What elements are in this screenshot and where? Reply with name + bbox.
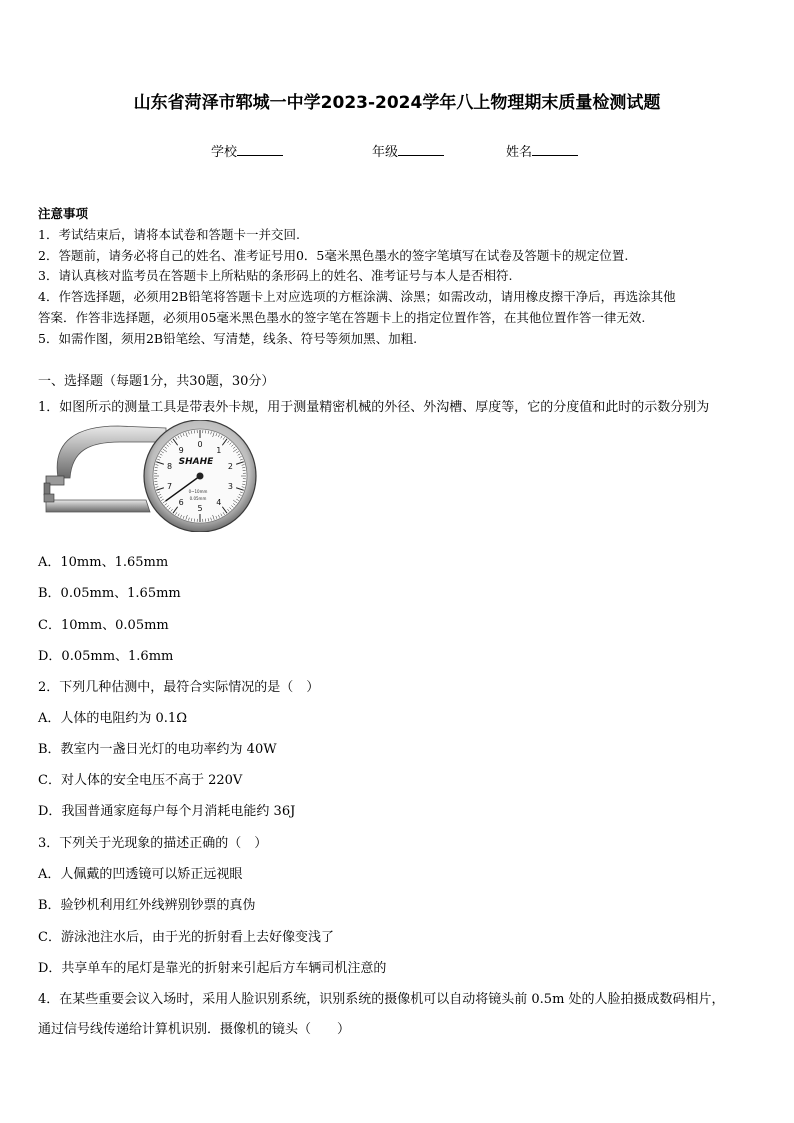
question-3-stem: 3．下列关于光现象的描述正确的（ ） [38, 836, 268, 851]
question-3-option-b: B．验钞机利用红外线辨别钞票的真伪 [38, 898, 256, 913]
notice-item: 4．作答选择题，必须用2B铅笔将答题卡上对应选项的方框涂满、涂黑；如需改动，请用橡皮擦干净后，再选涂其他 [38, 289, 676, 304]
dial-number: 4 [216, 497, 222, 507]
question-3-option-d: D．共享单车的尾灯是靠光的折射来引起后方车辆司机注意的 [38, 961, 387, 976]
question-4-stem: 4．在某些重要会议入场时，采用人脸识别系统，识别系统的摄像机可以自动将镜头前 0.5m 处的人脸拍摄成数码相片， [38, 992, 725, 1007]
dial-range: 0~10mm [188, 489, 208, 494]
grade-field[interactable] [372, 141, 444, 160]
school-blank[interactable] [237, 143, 283, 156]
lower-arm [46, 500, 150, 512]
dial-resolution: 0.05mm [189, 496, 207, 501]
question-2-option-c: C．对人体的安全电压不高于 220V [38, 773, 243, 788]
dial-number: 0 [197, 440, 203, 449]
dial-number: 6 [178, 497, 184, 507]
grade-label: 年级 [372, 145, 399, 160]
question-1-option-a: A．10mm、1.65mm [38, 555, 169, 570]
dial-hub [197, 473, 204, 480]
school-field[interactable] [211, 141, 283, 160]
notice-item: 5．如需作图，须用2B铅笔绘、写清楚，线条、符号等须加黑、加粗. [38, 331, 418, 346]
notice-heading: 注意事项 [38, 206, 89, 221]
question-1-stem: 1．如图所示的测量工具是带表外卡规，用于测量精密机械的外径、外沟槽、厚度等，它的分度值和此时的示数分别为 [38, 400, 710, 415]
name-field[interactable] [506, 141, 578, 160]
dial-number: 7 [167, 481, 173, 491]
question-1-option-c: C．10mm、0.05mm [38, 618, 169, 633]
question-3-option-a: A．人佩戴的凹透镜可以矫正远视眼 [38, 867, 243, 882]
dial-number: 1 [216, 446, 222, 456]
notice-item: 答案．作答非选择题，必须用05毫米黑色墨水的签字笔在答题卡上的指定位置作答，在其他位置作答一律无效. [38, 310, 646, 325]
question-2-option-d: D．我国普通家庭每户每个月消耗电能约 36J [38, 804, 296, 819]
notice-item: 2．答题前，请务必将自己的姓名、准考证号用0．5毫米黑色墨水的签字笔填写在试卷及答题卡的规定位置. [38, 248, 629, 263]
dial-number: 3 [227, 481, 233, 491]
dial-number: 5 [197, 504, 203, 513]
question-2-option-b: B．教室内一盏日光灯的电功率约为 40W [38, 742, 277, 757]
dial-caliper-image [38, 420, 268, 532]
question-2-option-a: A．人体的电阻约为 0.1Ω [38, 711, 187, 726]
question-1-option-b: B．0.05mm、1.65mm [38, 586, 181, 601]
question-1-option-d: D．0.05mm、1.6mm [38, 649, 174, 664]
question-3-option-c: C．游泳池注水后，由于光的折射看上去好像变浅了 [38, 930, 334, 945]
notice-item: 1．考试结束后，请将本试卷和答题卡一并交回. [38, 227, 300, 242]
notice-item: 3．请认真核对监考员在答题卡上所粘贴的条形码上的姓名、准考证号与本人是否相符. [38, 268, 513, 283]
question-2-stem: 2．下列几种估测中，最符合实际情况的是（ ） [38, 680, 320, 695]
school-label: 学校 [211, 145, 238, 160]
page-title: 山东省菏泽市郓城一中学2023-2024学年八上物理期末质量检测试题 [133, 93, 661, 113]
section-heading: 一、选择题（每题1分，共30题，30分） [38, 374, 275, 389]
name-label: 姓名 [506, 145, 533, 160]
grade-blank[interactable] [398, 143, 444, 156]
dial-number: 2 [227, 462, 233, 472]
name-blank[interactable] [532, 143, 578, 156]
dial-number: 8 [167, 462, 173, 472]
dial-brand: SHAHE [178, 457, 214, 467]
dial-number: 9 [178, 446, 184, 456]
question-4-stem-continued: 通过信号线传递给计算机识别．摄像机的镜头（ ） [38, 1022, 351, 1037]
lower-tip [44, 494, 54, 502]
